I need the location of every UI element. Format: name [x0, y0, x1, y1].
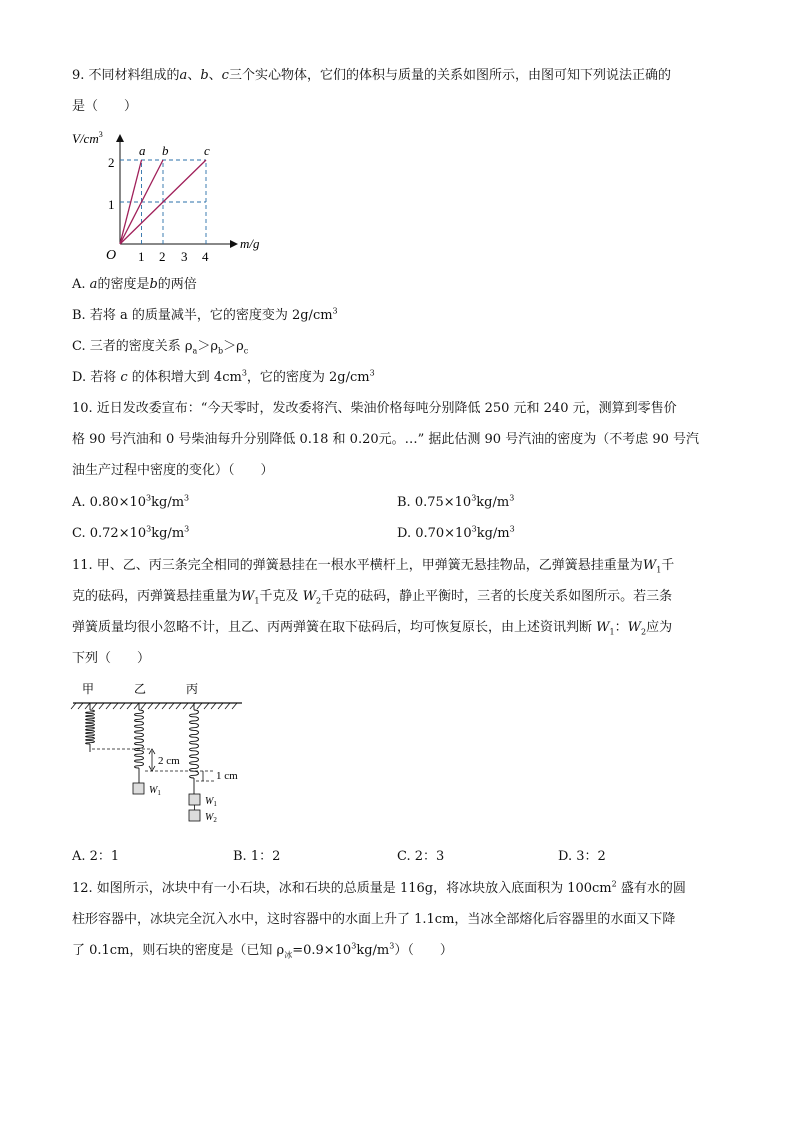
q11-hatch-mark [92, 703, 97, 709]
q11-hatch-mark [85, 703, 90, 709]
q11-hatch-mark [134, 703, 139, 709]
q11-hatch-mark [99, 703, 104, 709]
q9-x-tick: 2 [159, 249, 166, 264]
q9-volume-mass-graph [68, 128, 278, 268]
q11-springs [86, 703, 199, 794]
q9-x-tick: 1 [138, 249, 145, 264]
q11-hatch-mark [211, 703, 216, 709]
q11-hatch-mark [148, 703, 153, 709]
q9-text: 9. 不同材料组成的 [72, 68, 180, 83]
q11-hatch-mark [120, 703, 125, 709]
q9-line-label-b: b [162, 143, 169, 158]
q9-stem-line2: 是（ ） [72, 99, 138, 114]
q11-hatch-mark [197, 703, 202, 709]
q9-var-a: a [179, 68, 188, 83]
q9-origin-label: O [106, 248, 117, 263]
q11-hatch-mark [169, 703, 174, 709]
q12-stem-line3: 了 0.1cm，则石块的密度是（已知 $\rho_冰=0.9\times 10^3kg/m^3$）（ ） [72, 941, 453, 960]
q11-hatch-mark [218, 703, 223, 709]
q10-stem-line3: 油生产过程中密度的变化）（ ） [72, 463, 274, 478]
q9-x-label: m/g [240, 236, 260, 251]
q11-hatch-mark [127, 703, 132, 709]
q11-stem-line4: 下列（ ） [72, 651, 151, 666]
q11-spring-jia [86, 710, 95, 744]
q9-x-tick: 4 [202, 249, 209, 264]
q11-hatch-mark [113, 703, 118, 709]
q11-weight-w1-yi [133, 783, 144, 794]
q11-hatch-mark [141, 703, 146, 709]
q9-stem-line1 [72, 67, 671, 85]
q11-hatch-mark [78, 703, 83, 709]
q9-option-d[interactable]: D. 若将 c 的体积增大到 $4cm^3$，它的密度为 $2g/cm^3$ [72, 368, 375, 385]
q11-option-d[interactable]: D. 3：2 [558, 849, 606, 864]
q9-var-b: b [200, 68, 209, 83]
q11-dim-1cm: 1 cm [216, 770, 238, 782]
q9-sep: 、 [187, 68, 201, 83]
q11-stem-line3: 弹簧质量均很小忽略不计，且乙、丙两弹簧在取下砝码后，均可恢复原长，由上述资讯判断 $W_1$：$W_2$应为 [72, 620, 673, 637]
q11-weight-w1-bing [189, 794, 200, 805]
q9-line-label-a: a [139, 143, 146, 158]
q11-option-b[interactable]: B. 1：2 [233, 849, 281, 864]
q9-x-tick: 3 [181, 249, 188, 264]
q9-option-a[interactable]: A. a的密度是b的两倍 [72, 277, 197, 292]
q10-option-a[interactable]: A. $0.80\times 10^3kg/m^3$ [72, 493, 190, 510]
q11-weight-w2-bing [189, 810, 200, 821]
q10-stem-line2: 格 90 号汽油和 0 号柴油每升分别降低 0.18 和 0.20元。…” 据此估测 90 号汽油的密度为（不考虑 90 号汽 [72, 432, 700, 447]
q11-label-bing: 丙 [186, 682, 199, 696]
q11-spring-bing [190, 710, 199, 778]
q11-hatch-mark [204, 703, 209, 709]
q9-sep: 、 [208, 68, 222, 83]
q9-var-c: c [221, 68, 229, 83]
q11-hatch-mark [162, 703, 167, 709]
q11-hatch-mark [176, 703, 181, 709]
q9-line-label-c: c [204, 143, 210, 158]
q11-weight-label: $W_1$ [205, 796, 217, 808]
q11-hatch-mark [232, 703, 237, 709]
q9-option-c[interactable]: C. 三者的密度关系 $\rho_a>\rho_b>\rho_c$ [72, 339, 249, 356]
q11-option-c[interactable]: C. 2：3 [397, 849, 445, 864]
q11-weight-label: $W_1$ [149, 785, 161, 797]
q11-hatch-mark [183, 703, 188, 709]
q11-label-jia: 甲 [82, 682, 95, 696]
q9-y-tick: 1 [108, 197, 115, 212]
q11-option-a[interactable]: A. 2：1 [72, 849, 120, 864]
q11-hatch-mark [106, 703, 111, 709]
q10-option-b[interactable]: B. $0.75\times 10^3kg/m^3$ [397, 493, 515, 510]
q10-option-d[interactable]: D. $0.70\times 10^3kg/m^3$ [397, 524, 515, 541]
q12-stem-line1: 12. 如图所示，冰块中有一小石块，冰和石块的总质量是 116g，将冰块放入底面积为 $100cm^2$ 盛有水的圆 [72, 879, 686, 896]
q11-label-yi: 乙 [134, 682, 147, 696]
q11-dim-2cm: 2 cm [158, 755, 180, 767]
q11-weight-label: $W_2$ [205, 812, 217, 824]
q10-option-c[interactable]: C. $0.72\times 10^3kg/m^3$ [72, 524, 190, 541]
q9-text: 三个实心物体，它们的体积与质量的关系如图所示，由图可知下列说法正确的 [228, 68, 671, 83]
q10-stem-line1: 10. 近日发改委宣布：“今天零时，发改委将汽、柴油价格每吨分别降低 250 元和 240 元，测算到零售价 [72, 401, 677, 416]
q11-stem-line2: 克的砝码，丙弹簧悬挂重量为$W_1$千克及 $W_2$千克的砝码，静止平衡时，三者的长度关系如图所示。若三条 [72, 589, 673, 606]
q11-springs-figure [70, 680, 260, 830]
q9-option-b[interactable]: B. 若将 a 的质量减半，它的密度变为 $2g/cm^3$ [72, 306, 338, 323]
q11-spring-yi [135, 710, 144, 768]
q11-hatch-mark [225, 703, 230, 709]
q11-bar-hatching [71, 703, 237, 709]
q9-y-label: $V/cm^3$ [72, 130, 103, 146]
q9-y-tick: 2 [108, 155, 115, 170]
q11-hatch-mark [71, 703, 76, 709]
q11-hatch-mark [155, 703, 160, 709]
q11-stem-line1: 11. 甲、乙、丙三条完全相同的弹簧悬挂在一根水平横杆上，甲弹簧无悬挂物品，乙弹簧悬挂重量为$W_1$千 [72, 558, 675, 575]
q12-stem-line2: 柱形容器中，冰块完全沉入水中，这时容器中的水面上升了 1.1cm，当冰全部熔化后容器里的水面又下降 [72, 912, 676, 927]
